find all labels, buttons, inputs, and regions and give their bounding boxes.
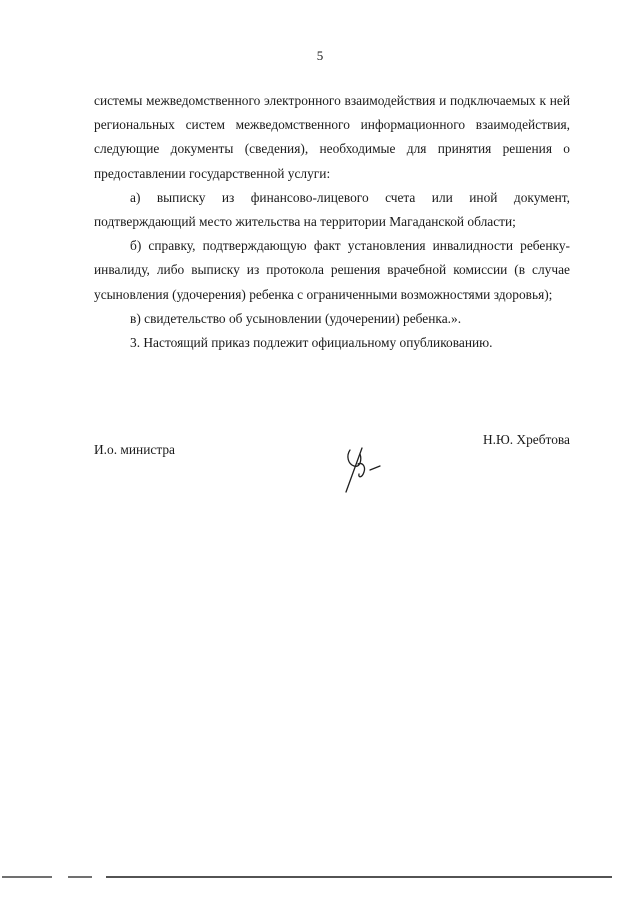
handwritten-signature [340, 444, 390, 496]
paragraph-intro: системы межведомственного электронного взаимодействия и подключаемых к ней региональных систем межведомственного информационного взаимодействия, следующие документы (сведения), необходимые для принятия решения о предоставлении государственной услуги: [94, 93, 570, 181]
paragraph-clause-3: 3. Настоящий приказ подлежит официальному опубликованию. [130, 335, 493, 351]
signatory-name: Н.Ю. Хребтова [482, 432, 570, 447]
signatory-role: И.о. министра [94, 442, 175, 457]
paragraph-item-a: а) выписку из финансово-лицевого счета или иной документ, подтверждающий место жительства на территории Магаданской области; [94, 189, 570, 230]
document-body [94, 89, 570, 355]
signature-block [94, 432, 570, 496]
page-number: 5 [316, 48, 324, 63]
footer-rule [0, 872, 640, 882]
paragraph-item-c: в) свидетельство об усыновлении (удочерении) ребенка.». [130, 310, 462, 326]
paragraph-item-b: б) справку, подтверждающую факт установления инвалидности ребенку-инвалиду, либо выписку из протокола решения врачебной комиссии (в случае усыновления (удочерения) ребенка с ограниченными возможностями здоровья); [94, 238, 570, 302]
